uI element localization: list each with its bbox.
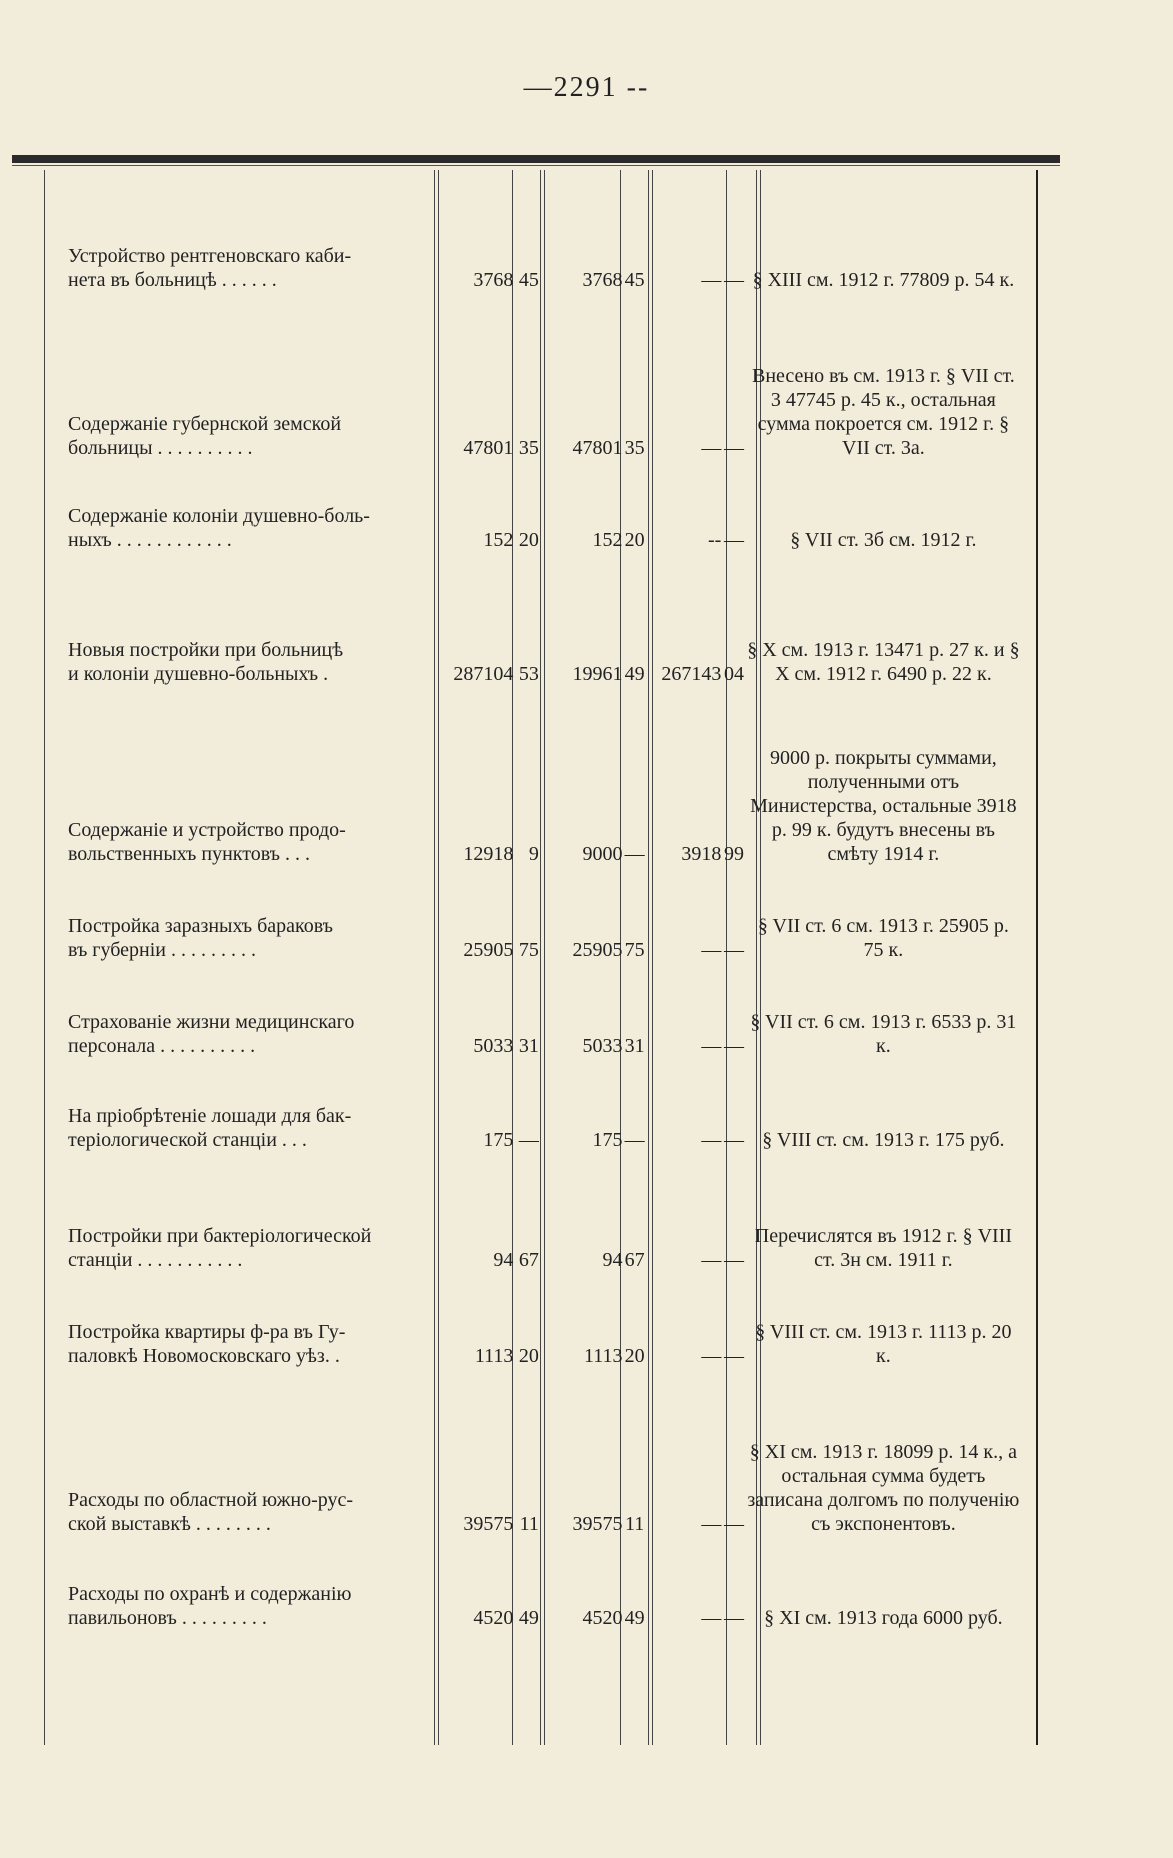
cell-paid-kop: — bbox=[624, 843, 645, 865]
cell-paid-rub: 19961 bbox=[572, 663, 623, 685]
cell-remaining-rub: — bbox=[701, 1249, 722, 1271]
cell-paid-kop: 49 bbox=[624, 1607, 645, 1629]
cell-remaining-rub: 3918 bbox=[681, 843, 722, 865]
cell-note: § VIII ст. см. 1913 г. 1113 р. 20 к. bbox=[755, 1321, 1012, 1367]
row-description: Постройки при бактерiологической станцiи . . . . . . . . . . . bbox=[68, 1225, 372, 1271]
cell-amount-rub: 1113 bbox=[474, 1345, 514, 1367]
cell-amount-rub: 4520 bbox=[473, 1607, 514, 1629]
table-row bbox=[68, 1536, 1020, 1630]
row-description: На прiобрѣтенiе лошади для бак- терiологической станцiи . . . bbox=[68, 1105, 352, 1151]
cell-amount-rub: 25905 bbox=[463, 939, 514, 961]
table-row bbox=[68, 962, 1020, 1058]
row-description: Содержанiе губернской земской больницы . . . . . . . . . . bbox=[68, 413, 342, 459]
cell-note: § VIII ст. см. 1913 г. 175 руб. bbox=[762, 1129, 1005, 1151]
cell-paid-rub: 94 bbox=[602, 1249, 623, 1271]
row-description: Постройка квартиры ф-ра въ Гу- паловкѣ Новомосковскаго уѣз. . bbox=[68, 1321, 346, 1367]
cell-paid-kop: 20 bbox=[624, 529, 645, 551]
cell-remaining-kop: — bbox=[724, 1035, 745, 1057]
row-description: Страхованiе жизни медицинскаго персонала . . . . . . . . . . bbox=[68, 1011, 355, 1057]
cell-paid-kop: 20 bbox=[624, 1345, 645, 1367]
cell-note: Внесено въ см. 1913 г. § VII ст. 3 47745 р. 45 к., остальная сумма покроется см. 1912 г. § VII ст. 3а. bbox=[752, 365, 1015, 459]
cell-remaining-rub: — bbox=[701, 939, 722, 961]
row-description: Содержанiе колонiи душевно-боль- ныхъ . . . . . . . . . . . . bbox=[68, 505, 370, 551]
cell-note: § XI см. 1913 года 6000 руб. bbox=[764, 1607, 1003, 1629]
cell-amount-kop: 20 bbox=[518, 529, 539, 551]
cell-paid-rub: 4520 bbox=[582, 1607, 623, 1629]
cell-remaining-rub: — bbox=[701, 1607, 722, 1629]
page-number: —2291 -- bbox=[523, 72, 650, 103]
cell-paid-rub: 25905 bbox=[572, 939, 623, 961]
cell-amount-kop: 75 bbox=[518, 939, 539, 961]
table-row bbox=[68, 292, 1020, 460]
cell-paid-rub: 1113 bbox=[583, 1345, 623, 1367]
cell-note: § VII ст. 6 см. 1913 г. 25905 р. 75 к. bbox=[757, 915, 1009, 961]
cell-paid-rub: 9000 bbox=[582, 843, 623, 865]
cell-paid-rub: 152 bbox=[592, 529, 623, 551]
cell-amount-kop: 11 bbox=[519, 1513, 539, 1535]
cell-remaining-kop: — bbox=[724, 939, 745, 961]
cell-remaining-kop: — bbox=[724, 1345, 745, 1367]
cell-amount-rub: 3768 bbox=[473, 269, 514, 291]
cell-amount-kop: 53 bbox=[518, 663, 539, 685]
cell-paid-kop: 75 bbox=[624, 939, 645, 961]
cell-remaining-rub: — bbox=[701, 1035, 722, 1057]
cell-paid-kop: 45 bbox=[624, 269, 645, 291]
cell-paid-rub: 39575 bbox=[572, 1513, 623, 1535]
cell-amount-rub: 47801 bbox=[463, 437, 514, 459]
table-row bbox=[68, 1152, 1020, 1272]
cell-note: Перечислятся въ 1912 г. § VIII ст. 3н см. 1911 г. bbox=[754, 1225, 1013, 1271]
cell-amount-kop: 35 bbox=[518, 437, 539, 459]
header-rule-thin bbox=[12, 165, 1060, 166]
cell-amount-rub: 5033 bbox=[473, 1035, 514, 1057]
cell-amount-kop: 9 bbox=[528, 843, 539, 865]
header-rule bbox=[12, 155, 1060, 163]
cell-remaining-rub: — bbox=[701, 269, 722, 291]
cell-amount-kop: 67 bbox=[518, 1249, 539, 1271]
column-rule-left bbox=[44, 170, 45, 1745]
cell-paid-kop: — bbox=[624, 1129, 645, 1151]
table-row bbox=[68, 220, 1020, 292]
cell-amount-kop: 31 bbox=[518, 1035, 539, 1057]
cell-remaining-kop: — bbox=[724, 1129, 745, 1151]
cell-remaining-kop: 99 bbox=[724, 843, 745, 865]
cell-note: § XI см. 1913 г. 18099 р. 14 к., а остальная сумма будетъ записана долгомъ по полученiю съ экспонентовъ. bbox=[747, 1441, 1020, 1535]
cell-remaining-kop: — bbox=[724, 529, 745, 551]
cell-amount-kop: 45 bbox=[518, 269, 539, 291]
table-row bbox=[68, 460, 1020, 552]
row-description: Устройство рентгеновскаго каби- нета въ больницѣ . . . . . . bbox=[68, 245, 352, 291]
cell-remaining-kop: — bbox=[724, 1607, 745, 1629]
cell-remaining-kop: — bbox=[724, 1513, 745, 1535]
cell-amount-rub: 152 bbox=[483, 529, 514, 551]
cell-remaining-rub: — bbox=[701, 1345, 722, 1367]
cell-note: § VII ст. 6 см. 1913 г. 6533 р. 31 к. bbox=[750, 1011, 1017, 1057]
cell-remaining-rub: — bbox=[701, 1129, 722, 1151]
cell-remaining-kop: — bbox=[724, 1249, 745, 1271]
cell-note: § XIII см. 1912 г. 77809 р. 54 к. bbox=[752, 269, 1015, 291]
cell-paid-kop: 31 bbox=[624, 1035, 645, 1057]
cell-remaining-kop: 04 bbox=[724, 663, 745, 685]
cell-amount-rub: 287104 bbox=[453, 663, 514, 685]
table-row bbox=[68, 686, 1020, 866]
cell-paid-kop: 67 bbox=[624, 1249, 645, 1271]
cell-remaining-rub: -- bbox=[707, 529, 722, 551]
cell-remaining-kop: — bbox=[724, 269, 745, 291]
cell-remaining-rub: 267143 bbox=[661, 663, 722, 685]
table-row bbox=[68, 1368, 1020, 1536]
table-row bbox=[68, 866, 1020, 962]
cell-paid-rub: 5033 bbox=[582, 1035, 623, 1057]
cell-amount-rub: 39575 bbox=[463, 1513, 514, 1535]
cell-remaining-kop: — bbox=[724, 437, 745, 459]
cell-note: § X см. 1913 г. 13471 р. 27 к. и § X см. 1912 г. 6490 р. 22 к. bbox=[747, 639, 1020, 685]
cell-amount-kop: — bbox=[518, 1129, 539, 1151]
row-description: Постройка заразныхъ бараковъ въ губернiи . . . . . . . . . bbox=[68, 915, 333, 961]
row-description: Новыя постройки при больницѣ и колонiи душевно-больныхъ . bbox=[68, 639, 344, 685]
cell-paid-rub: 3768 bbox=[582, 269, 623, 291]
cell-amount-kop: 20 bbox=[518, 1345, 539, 1367]
cell-paid-rub: 175 bbox=[592, 1129, 623, 1151]
column-rule-right bbox=[1036, 170, 1038, 1745]
cell-paid-kop: 49 bbox=[624, 663, 645, 685]
cell-amount-rub: 12918 bbox=[463, 843, 514, 865]
row-description: Содержанiе и устройство продо- вольственныхъ пунктовъ . . . bbox=[68, 819, 346, 865]
table-row bbox=[68, 1272, 1020, 1368]
table-row bbox=[68, 552, 1020, 686]
cell-remaining-rub: — bbox=[701, 1513, 722, 1535]
cell-paid-rub: 47801 bbox=[572, 437, 623, 459]
cell-paid-kop: 11 bbox=[625, 1513, 645, 1535]
cell-remaining-rub: — bbox=[701, 437, 722, 459]
cell-note: § VII ст. 3б см. 1912 г. bbox=[790, 529, 977, 551]
cell-amount-rub: 175 bbox=[483, 1129, 514, 1151]
table-row bbox=[68, 1058, 1020, 1152]
cell-amount-rub: 94 bbox=[493, 1249, 514, 1271]
expense-table bbox=[68, 220, 1020, 1630]
cell-paid-kop: 35 bbox=[624, 437, 645, 459]
cell-note: 9000 р. покрыты суммами, полученными отъ Министерства, остальные 3918 р. 99 к. будутъ внесены въ смѣту 1914 г. bbox=[750, 747, 1017, 865]
row-description: Расходы по охранѣ и содержанiю павильоновъ . . . . . . . . . bbox=[68, 1583, 352, 1629]
cell-amount-kop: 49 bbox=[518, 1607, 539, 1629]
row-description: Расходы по областной южно-рус- ской выставкѣ . . . . . . . . bbox=[68, 1489, 354, 1535]
